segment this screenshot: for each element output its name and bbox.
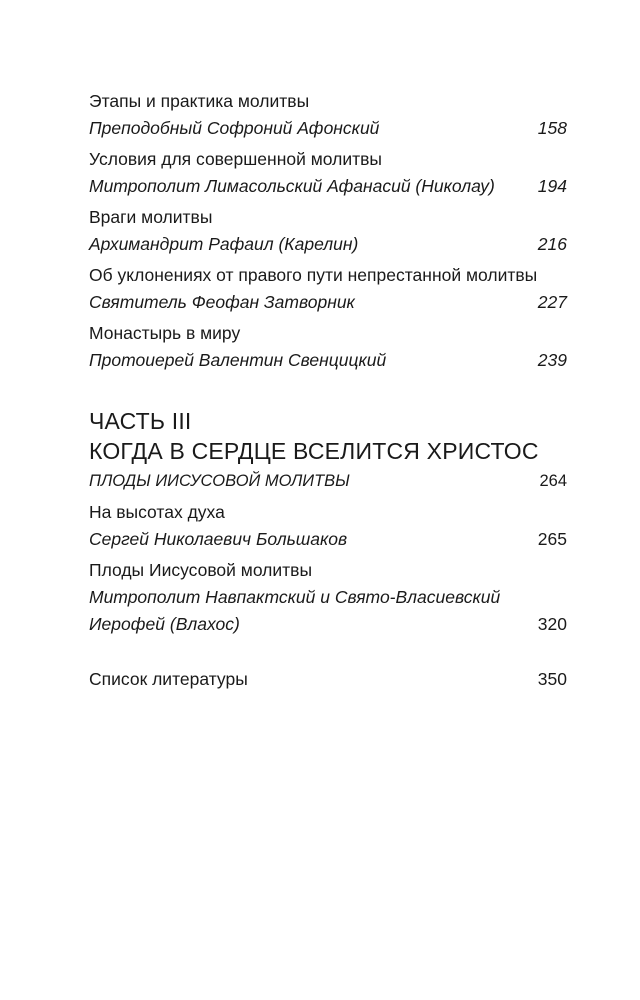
entry-page-number: 227: [537, 292, 567, 312]
entry-author-line: Митрополит Навпактский и Свято-Власиевский: [89, 587, 501, 607]
entry-author-row: [89, 289, 567, 316]
toc-entry: [89, 320, 567, 374]
entry-title: Условия для совершенной молитвы: [89, 149, 382, 169]
entry-title: На высотах духа: [89, 502, 225, 522]
toc-entry: [89, 204, 567, 258]
entry-author-row: [89, 231, 567, 258]
section-page-number: 264: [539, 472, 567, 490]
entry-author-row: [89, 526, 567, 553]
entry-author: Архимандрит Рафаил (Карелин): [89, 234, 359, 254]
toc-entry: [89, 146, 567, 200]
toc-entry: [89, 557, 567, 638]
entry-author: Иерофей (Влахос): [89, 614, 240, 634]
bibliography-page-number: 350: [537, 669, 567, 689]
toc-entry: [89, 88, 567, 142]
entry-title: Об уклонениях от правого пути непрестанной молитвы: [89, 265, 538, 285]
entry-author-row: [89, 611, 567, 638]
toc-entry: [89, 499, 567, 553]
entry-author-row: [89, 347, 567, 374]
entry-page-number: 320: [537, 614, 567, 634]
entry-author: Митрополит Лимасольский Афанасий (Николау): [89, 176, 495, 196]
entry-author: Святитель Феофан Затворник: [89, 292, 355, 312]
entry-title: Враги молитвы: [89, 207, 213, 227]
entry-author-row: [89, 115, 567, 142]
entry-page-number: 216: [537, 234, 567, 254]
entry-title: Плоды Иисусовой молитвы: [89, 560, 313, 580]
section-heading: [89, 468, 567, 495]
part-label: ЧАСТЬ III: [89, 408, 192, 434]
entry-page-number: 158: [537, 118, 567, 138]
entry-author-row: [89, 173, 567, 200]
table-of-contents: [89, 88, 567, 693]
bibliography-title: Список литературы: [89, 669, 248, 689]
entry-title: Этапы и практика молитвы: [89, 91, 310, 111]
entry-title: Монастырь в миру: [89, 323, 241, 343]
part-title: КОГДА В СЕРДЦЕ ВСЕЛИТСЯ ХРИСТОС: [89, 438, 539, 464]
entry-page-number: 265: [537, 529, 567, 549]
entry-page-number: 194: [537, 176, 567, 196]
entry-author: Сергей Николаевич Большаков: [89, 529, 348, 549]
entry-page-number: 239: [537, 350, 567, 370]
bibliography-entry: [89, 666, 567, 693]
entry-author: Преподобный Софроний Афонский: [89, 118, 380, 138]
entry-author: Протоиерей Валентин Свенцицкий: [89, 350, 387, 370]
toc-entry: [89, 262, 567, 316]
section-title: ПЛОДЫ ИИСУСОВОЙ МОЛИТВЫ: [89, 472, 350, 490]
